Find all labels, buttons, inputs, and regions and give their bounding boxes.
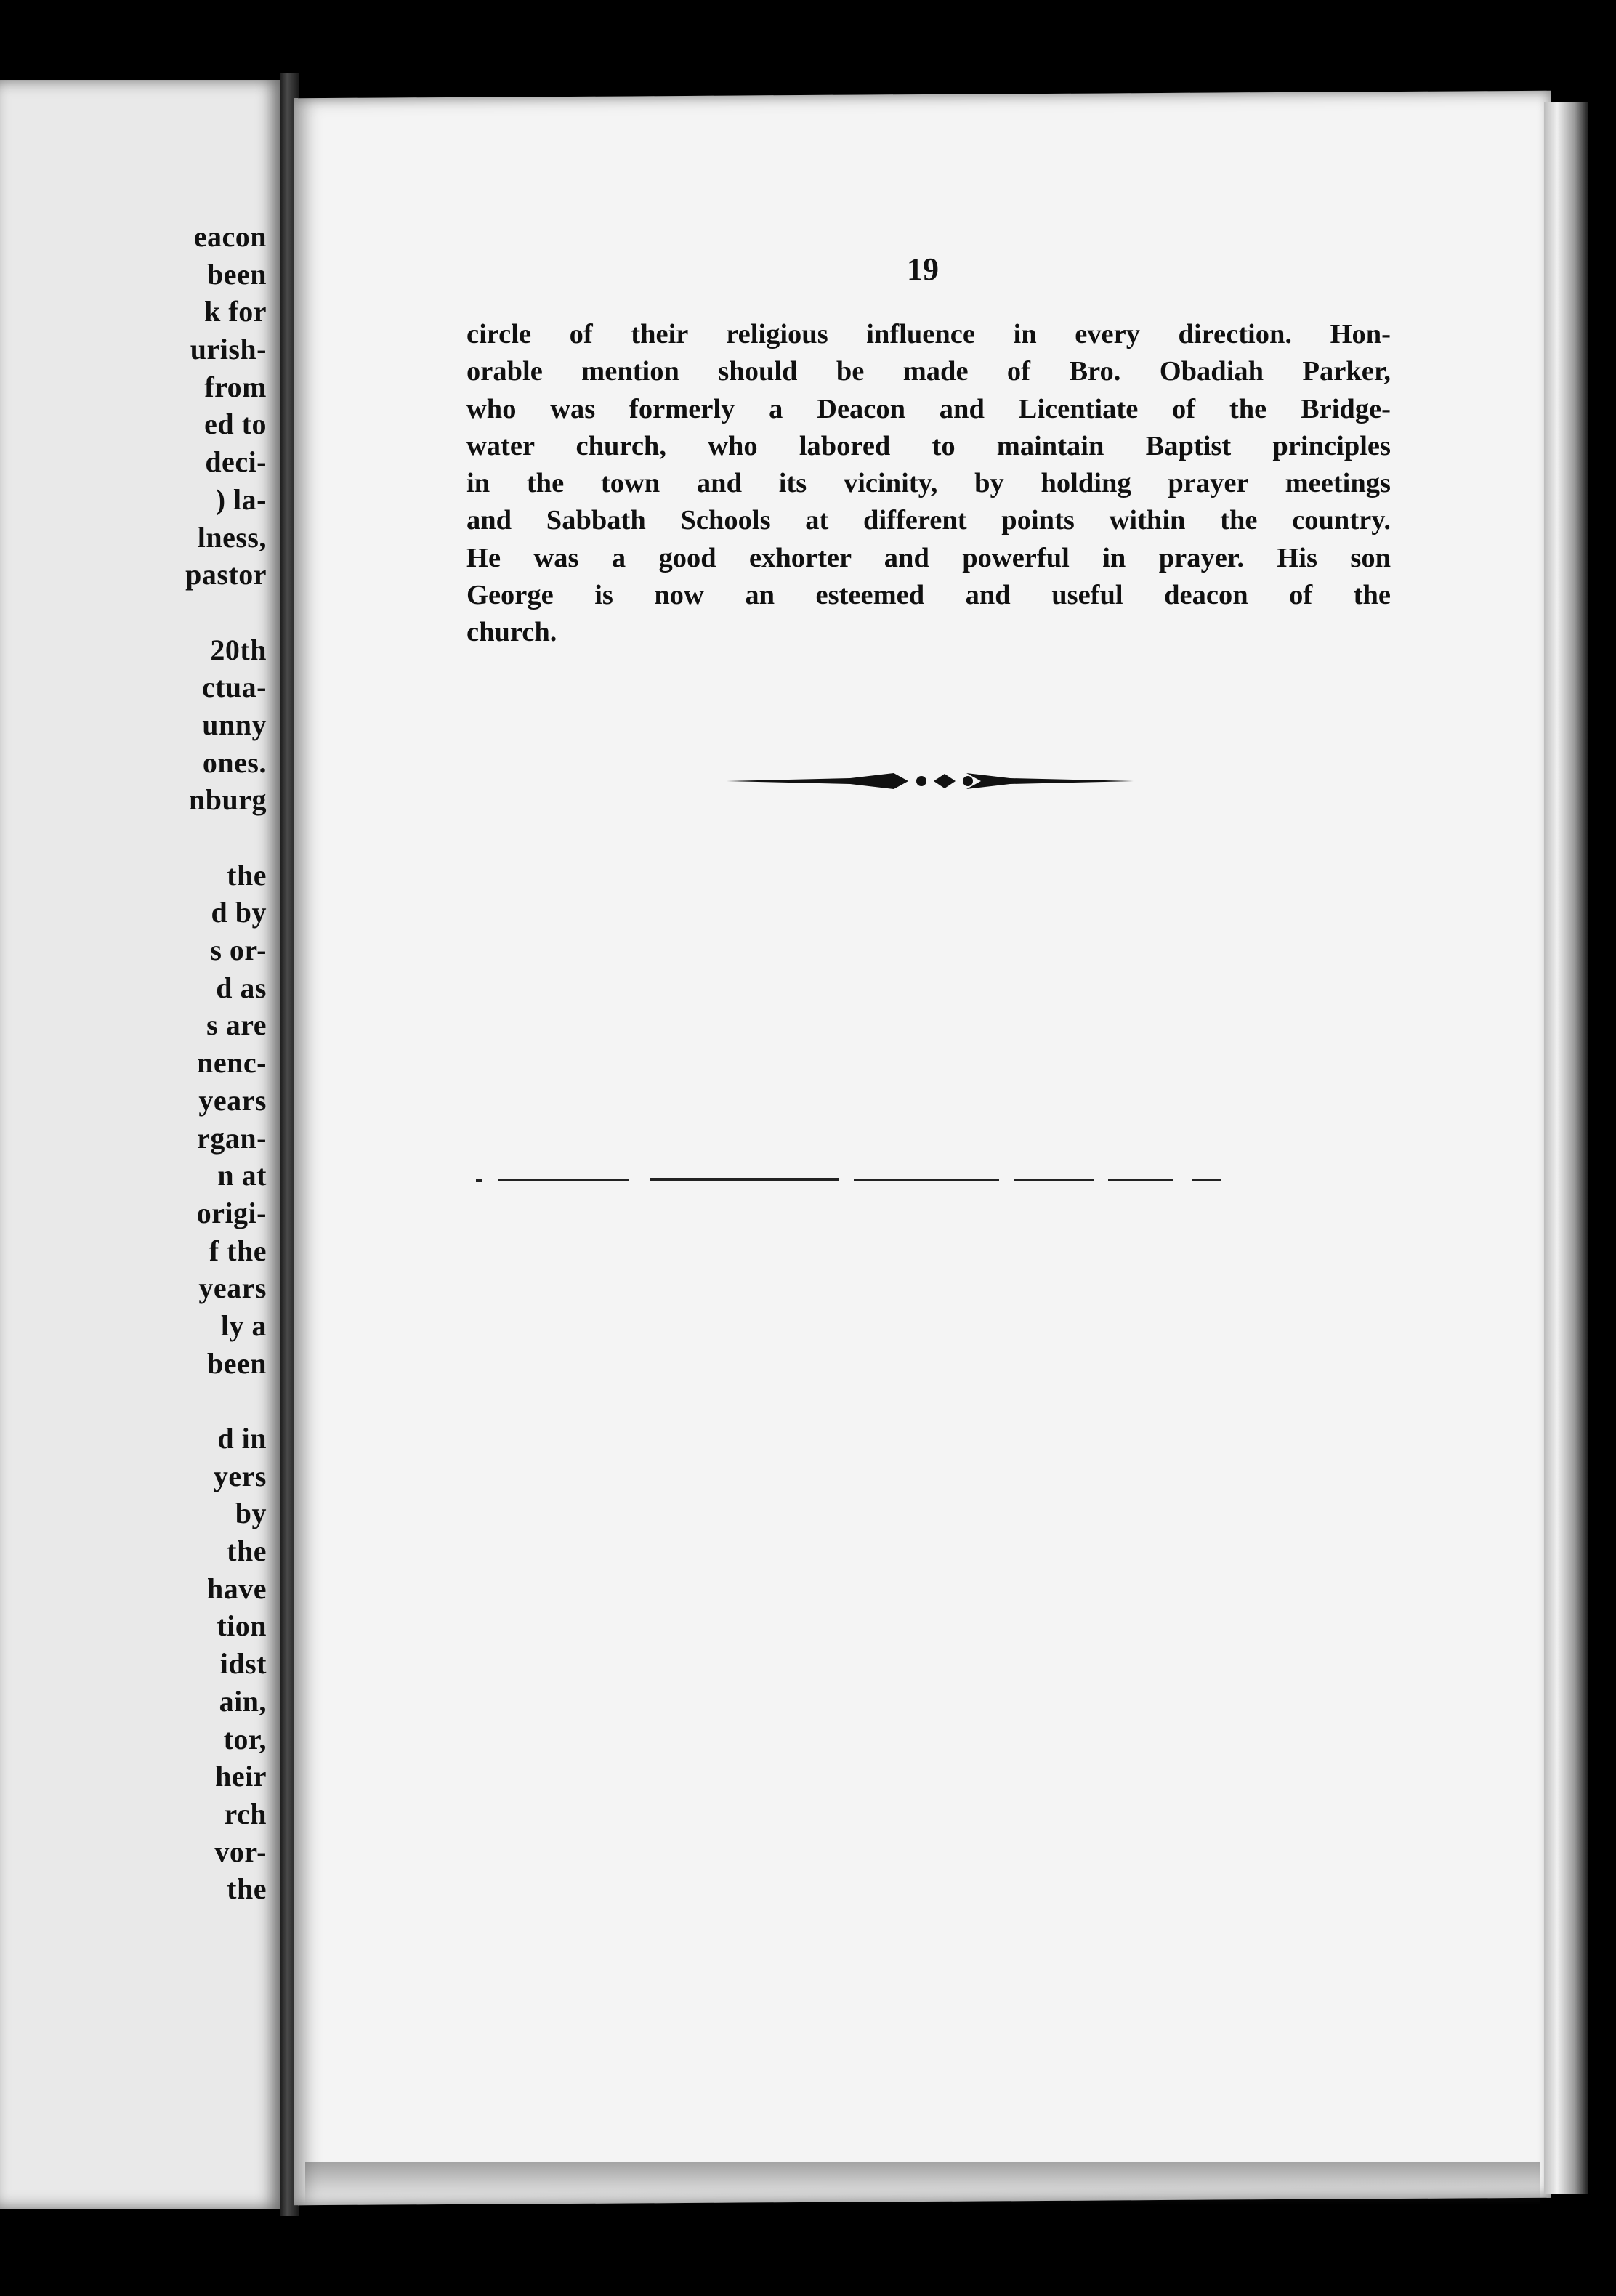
- left-page-line: from: [204, 370, 267, 403]
- left-page-line: ly a: [220, 1309, 267, 1342]
- paragraph-line: George is now an esteemed and useful deacon of the: [466, 580, 1391, 611]
- paragraph-line: in the town and its vicinity, by holding prayer meetings: [466, 468, 1391, 499]
- left-page-line: d by: [211, 896, 267, 929]
- paragraph-line: and Sabbath Schools at different points within the country.: [466, 505, 1391, 536]
- paragraph-line: who was formerly a Deacon and Licentiate of the Bridge-: [466, 393, 1391, 424]
- page-stack-edge: [1544, 102, 1588, 2194]
- body-paragraph: [466, 316, 1391, 652]
- left-page-line: [5, 1382, 267, 1420]
- left-page-line: been: [207, 1346, 267, 1380]
- left-page-line: years: [198, 1083, 267, 1117]
- left-page-line: pastor: [185, 558, 267, 591]
- left-page-line: rgan-: [197, 1121, 267, 1155]
- left-page-line: s are: [206, 1008, 267, 1042]
- left-page: [0, 80, 280, 2209]
- left-page-line: eacon: [193, 220, 267, 253]
- left-page-line: n at: [217, 1159, 267, 1192]
- left-page-line: nburg: [189, 783, 267, 817]
- left-page-line: origi-: [196, 1196, 267, 1229]
- page-number: 19: [907, 251, 939, 287]
- left-page-line: [5, 819, 267, 857]
- left-page-line: ctua-: [201, 671, 267, 704]
- paragraph-line: church.: [466, 617, 557, 648]
- left-page-line: nenc-: [197, 1046, 267, 1080]
- paragraph-line: He was a good exhorter and powerful in prayer. His son: [466, 542, 1391, 573]
- page-bottom-shadow: [305, 2162, 1540, 2205]
- section-ornament: [727, 763, 1134, 799]
- left-page-line: s or-: [210, 934, 267, 967]
- left-page-line: [5, 594, 267, 631]
- left-page-line: the: [227, 858, 267, 892]
- left-page-line: the: [227, 1535, 267, 1568]
- left-page-line: 20th: [210, 633, 267, 666]
- left-page-line: deci-: [205, 445, 267, 479]
- paragraph-line: circle of their religious influence in every direction. Hon-: [466, 319, 1391, 349]
- left-page-line: d in: [217, 1422, 267, 1455]
- paragraph-line: water church, who labored to maintain Baptist principles: [466, 430, 1391, 461]
- left-page-line: the: [227, 1872, 267, 1906]
- left-page-line: ain,: [219, 1684, 267, 1718]
- left-page-text: [5, 218, 267, 1908]
- left-page-line: have: [207, 1572, 267, 1605]
- left-page-line: yers: [213, 1459, 267, 1492]
- left-page-line: been: [207, 257, 267, 291]
- left-page-line: rch: [224, 1797, 267, 1830]
- left-page-line: idst: [219, 1647, 267, 1681]
- paragraph-line: orable mention should be made of Bro. Obadiah Parker,: [466, 356, 1391, 387]
- left-page-line: f the: [209, 1234, 267, 1267]
- left-page-line: heir: [215, 1760, 267, 1793]
- left-page-line: unny: [202, 708, 267, 741]
- left-page-line: ed to: [204, 408, 267, 441]
- left-page-line: years: [198, 1272, 267, 1305]
- left-page-line: tor,: [223, 1722, 267, 1755]
- broken-rule: [476, 1176, 1326, 1184]
- bleed-through-text: [739, 719, 1551, 910]
- left-page-line: d as: [216, 971, 267, 1004]
- left-page-line: ) la-: [215, 482, 267, 516]
- left-page-line: lness,: [197, 520, 267, 554]
- left-page-line: urish-: [190, 333, 267, 366]
- left-page-line: vor-: [214, 1835, 267, 1868]
- left-page-line: by: [235, 1497, 267, 1530]
- left-page-line: tion: [217, 1609, 267, 1643]
- left-page-line: ones.: [202, 745, 267, 779]
- left-page-line: k for: [204, 295, 267, 328]
